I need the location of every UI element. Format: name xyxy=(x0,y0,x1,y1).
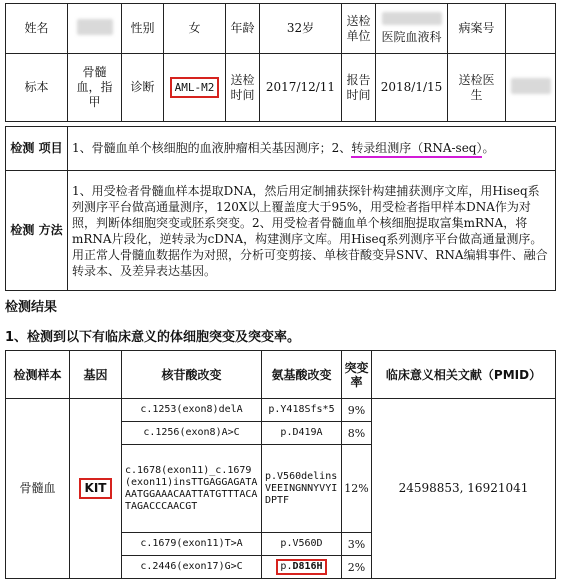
rate-cell: 8% xyxy=(342,422,372,445)
rate-cell: 12% xyxy=(342,445,372,533)
results-title: 检测结果 xyxy=(5,300,58,315)
col-pmid: 临床意义相关文献（PMID） xyxy=(372,351,556,399)
test-method-text: 1、用受检者骨髓血样本提取DNA，然后用定制捕获探针构建捕获测序文库，用Hiseq系列测序平台做高通量测序，120X以上覆盖度大于95%，用受检者指甲样本DNA作为对照，判断体细胞突变或胚系突变。2、用受检者骨髓血单个核细胞提取富集mRNA，将mRNA片段化，逆转录为cDNA，构建测序文库。用Hiseq系列测序平台做高通量测序。用正常人骨髓血数据作为对照，分析可变剪接、单核苷酸变异SNV、RNA编辑事件、融合转录本、及差异表达基因。 xyxy=(68,171,556,291)
pmid-cell: 24598853, 16921041 xyxy=(372,399,556,579)
redacted-hospital xyxy=(382,12,442,25)
col-rate: 突变率 xyxy=(342,351,372,399)
case-no-label: 病案号 xyxy=(448,4,506,54)
gene-highlight: KIT xyxy=(79,478,113,499)
mutation-table xyxy=(5,350,556,579)
amino-cell: p.Y418Sfs*5 xyxy=(262,399,342,422)
amino-cell: p.V560delinsVEEINGNNYVYIDPTF xyxy=(262,445,342,533)
name-value xyxy=(68,4,122,54)
specimen-label: 标本 xyxy=(6,54,68,122)
results-subtitle: 1、检测到以下有临床意义的体细胞突变及突变率。 xyxy=(5,330,301,345)
doctor-value xyxy=(506,54,556,122)
gender-value: 女 xyxy=(164,4,226,54)
send-time-value: 2017/12/11 xyxy=(260,54,342,122)
nucleotide-cell: c.1679(exon11)T>A xyxy=(122,533,262,556)
nucleotide-cell: c.1253(exon8)delA xyxy=(122,399,262,422)
redacted-name xyxy=(77,19,113,35)
nucleotide-cell: c.1256(exon8)A>C xyxy=(122,422,262,445)
mutation-table-header xyxy=(6,351,556,399)
test-item-text xyxy=(68,127,556,171)
name-label: 姓名 xyxy=(6,4,68,54)
send-time-label: 送检时间 xyxy=(226,54,260,122)
report-time-label: 报告时间 xyxy=(342,54,376,122)
doctor-label: 送检医生 xyxy=(448,54,506,122)
col-gene: 基因 xyxy=(70,351,122,399)
amino-cell: p.V560D xyxy=(262,533,342,556)
redacted-doctor xyxy=(511,78,551,94)
report-time-value: 2018/1/15 xyxy=(376,54,448,122)
nucleotide-cell: c.1678(exon11)_c.1679(exon11)insTTGAGGAGATAAATGGAAACAATTATGTTTACATAGACCCAACGT xyxy=(122,445,262,533)
test-item-text-c: 。 xyxy=(482,141,495,155)
diagnosis-value xyxy=(164,54,226,122)
specimen-value: 骨髓血，指甲 xyxy=(68,54,122,122)
send-unit-text: 医院血液科 xyxy=(381,30,442,44)
diagnosis-highlight: AML-M2 xyxy=(170,77,220,98)
amino-prefix: p. xyxy=(280,561,293,572)
rna-seq-highlight: 转录组测序（RNA-seq） xyxy=(351,141,482,158)
col-amino: 氨基酸改变 xyxy=(262,351,342,399)
age-value: 32岁 xyxy=(260,4,342,54)
patient-info-table xyxy=(5,3,556,122)
send-unit-value xyxy=(376,4,448,54)
send-unit-label: 送检单位 xyxy=(342,4,376,54)
age-label: 年龄 xyxy=(226,4,260,54)
amino-cell xyxy=(262,556,342,579)
diagnosis-label: 诊断 xyxy=(122,54,164,122)
sample-cell: 骨髓血 xyxy=(6,399,70,579)
amino-bold: D816H xyxy=(292,561,323,572)
gene-cell xyxy=(70,399,122,579)
case-no-value xyxy=(506,4,556,54)
rate-cell: 2% xyxy=(342,556,372,579)
rate-cell: 3% xyxy=(342,533,372,556)
col-sample: 检测样本 xyxy=(6,351,70,399)
test-info-table xyxy=(5,126,556,291)
col-nucleotide: 核苷酸改变 xyxy=(122,351,262,399)
table-row xyxy=(6,399,556,422)
amino-highlight xyxy=(276,559,326,575)
test-item-label: 检测 项目 xyxy=(6,127,68,171)
nucleotide-cell: c.2446(exon17)G>C xyxy=(122,556,262,579)
gender-label: 性别 xyxy=(122,4,164,54)
amino-cell: p.D419A xyxy=(262,422,342,445)
test-method-label: 检测 方法 xyxy=(6,171,68,291)
test-item-text-a: 1、骨髓血单个核细胞的血液肿瘤相关基因测序；2、 xyxy=(72,141,352,155)
rate-cell: 9% xyxy=(342,399,372,422)
